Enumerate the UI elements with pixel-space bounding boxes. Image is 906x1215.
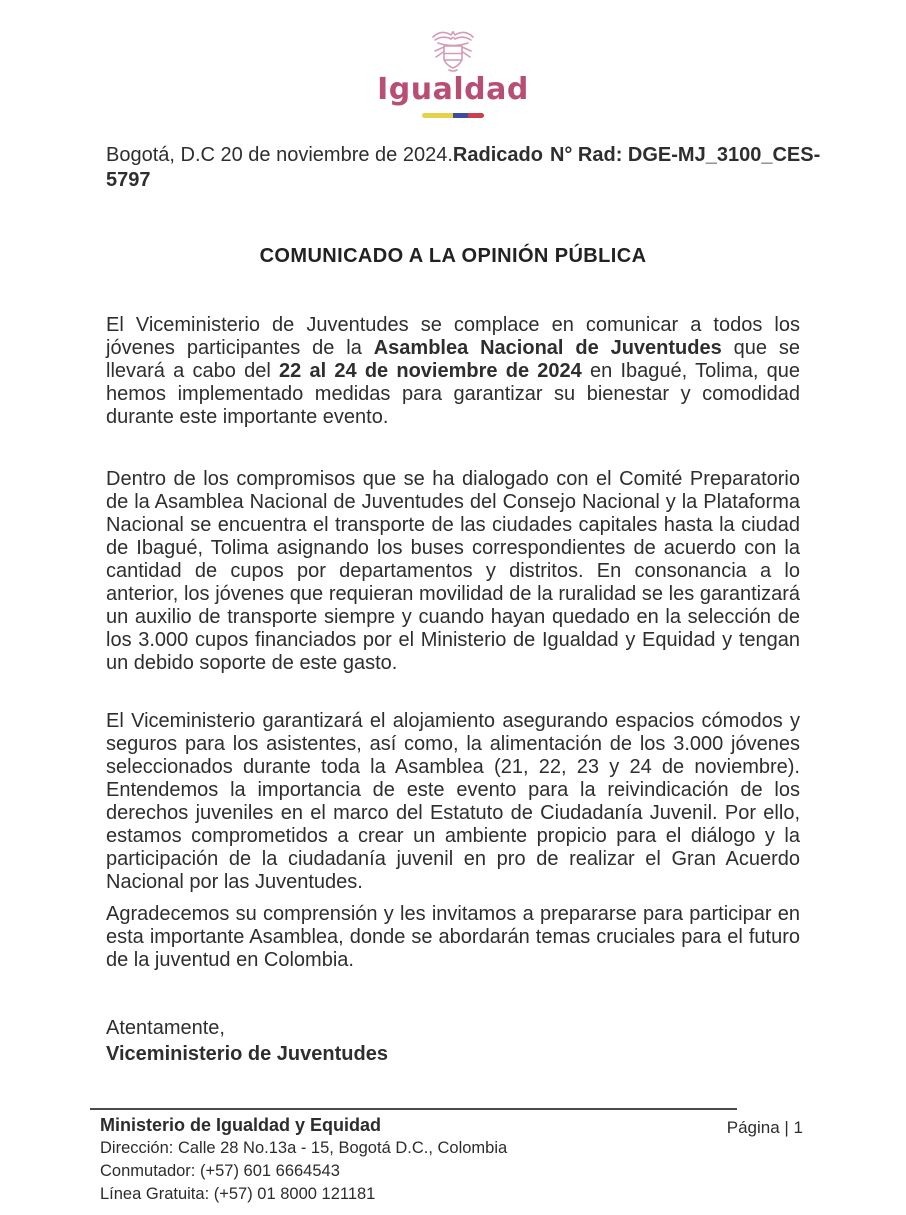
footer-divider [90, 1108, 737, 1110]
radicado-number-part1: N° Rad: DGE-MJ_3100_CES- [549, 144, 821, 166]
paragraph-transport: Dentro de los compromisos que se ha dialogado con el Comité Preparatorio de la Asamblea Nacional de Juventudes del Consejo Nacional y la Plataforma Nacional se encuentra el transporte de las ciudades capitales hasta la ciudad de Ibagué, Tolima asignando los buses correspondientes de acuerdo con la cantidad de cupos por departamentos y distritos. En consonancia a lo anterior, los jóvenes que requieran movilidad de la ruralidad se les garantizará un auxilio de transporte siempre y cuando hayan quedado en la selección de los 3.000 cupos financiados por el Ministerio de Igualdad y Equidad y tengan un debido soporte de este gasto. [106, 468, 800, 674]
colombia-coat-of-arms-icon [427, 27, 479, 73]
radicado-text [453, 143, 820, 168]
footer-ministry-name: Ministerio de Igualdad y Equidad [100, 1115, 382, 1135]
footer-toll-free: Línea Gratuita: (+57) 01 8000 121181 [100, 1185, 376, 1203]
paragraph-closing: Agradecemos su comprensión y les invitamos a prepararse para participar en esta importante Asamblea, donde se abordarán temas cruciales para el futuro de la juventud en Colombia. [106, 903, 800, 971]
footer-contact-block [100, 1113, 507, 1206]
date-text: Bogotá, D.C 20 de noviembre de 2024. [106, 144, 453, 166]
radicado-number-part2: 5797 [106, 169, 151, 191]
colombia-flag-stripe-icon [422, 113, 484, 118]
signature-entity: Viceministerio de Juventudes [106, 1043, 388, 1065]
paragraph-lodging: El Viceministerio garantizará el alojamiento asegurando espacios cómodos y seguros para los asistentes, así como, la alimentación de los 3.000 jóvenes seleccionados durante toda la Asamblea (21, 22, 23 y 24 de noviembre). Entendemos la importancia de este evento para la reivindicación de los derechos juveniles en el marco del Estatuto de Ciudadanía Juvenil. Por ello, estamos comprometidos a crear un ambiente propicio para el diálogo y la participación de la ciudadanía juvenil en pro de realizar el Gran Acuerdo Nacional por las Juventudes. [106, 710, 800, 893]
page-number: Página | 1 [726, 1118, 803, 1137]
paragraph-welcome: El Viceministerio de Juventudes se complace en comunicar a todos los jóvenes participantes de la Asamblea Nacional de Juventudes que se llevará a cabo del 22 al 24 de noviembre de 2024 en Ibagué, Tolima, que hemos implementado medidas para garantizar su bienestar y comodidad durante este importante evento. [106, 314, 801, 428]
signature-closing: Atentamente, [106, 1017, 225, 1039]
logo-wordmark: Igualdad [377, 72, 529, 107]
footer-address: Dirección: Calle 28 No.13a - 15, Bogotá D.C., Colombia [100, 1139, 508, 1157]
signature-block [106, 1015, 388, 1067]
document-title: COMUNICADO A LA OPINIÓN PÚBLICA [259, 245, 647, 267]
header-dateline [106, 143, 821, 168]
footer-switchboard: Conmutador: (+57) 601 6664543 [100, 1162, 340, 1180]
igualdad-logo [0, 25, 906, 118]
radicado-label: Radicado [452, 144, 543, 166]
